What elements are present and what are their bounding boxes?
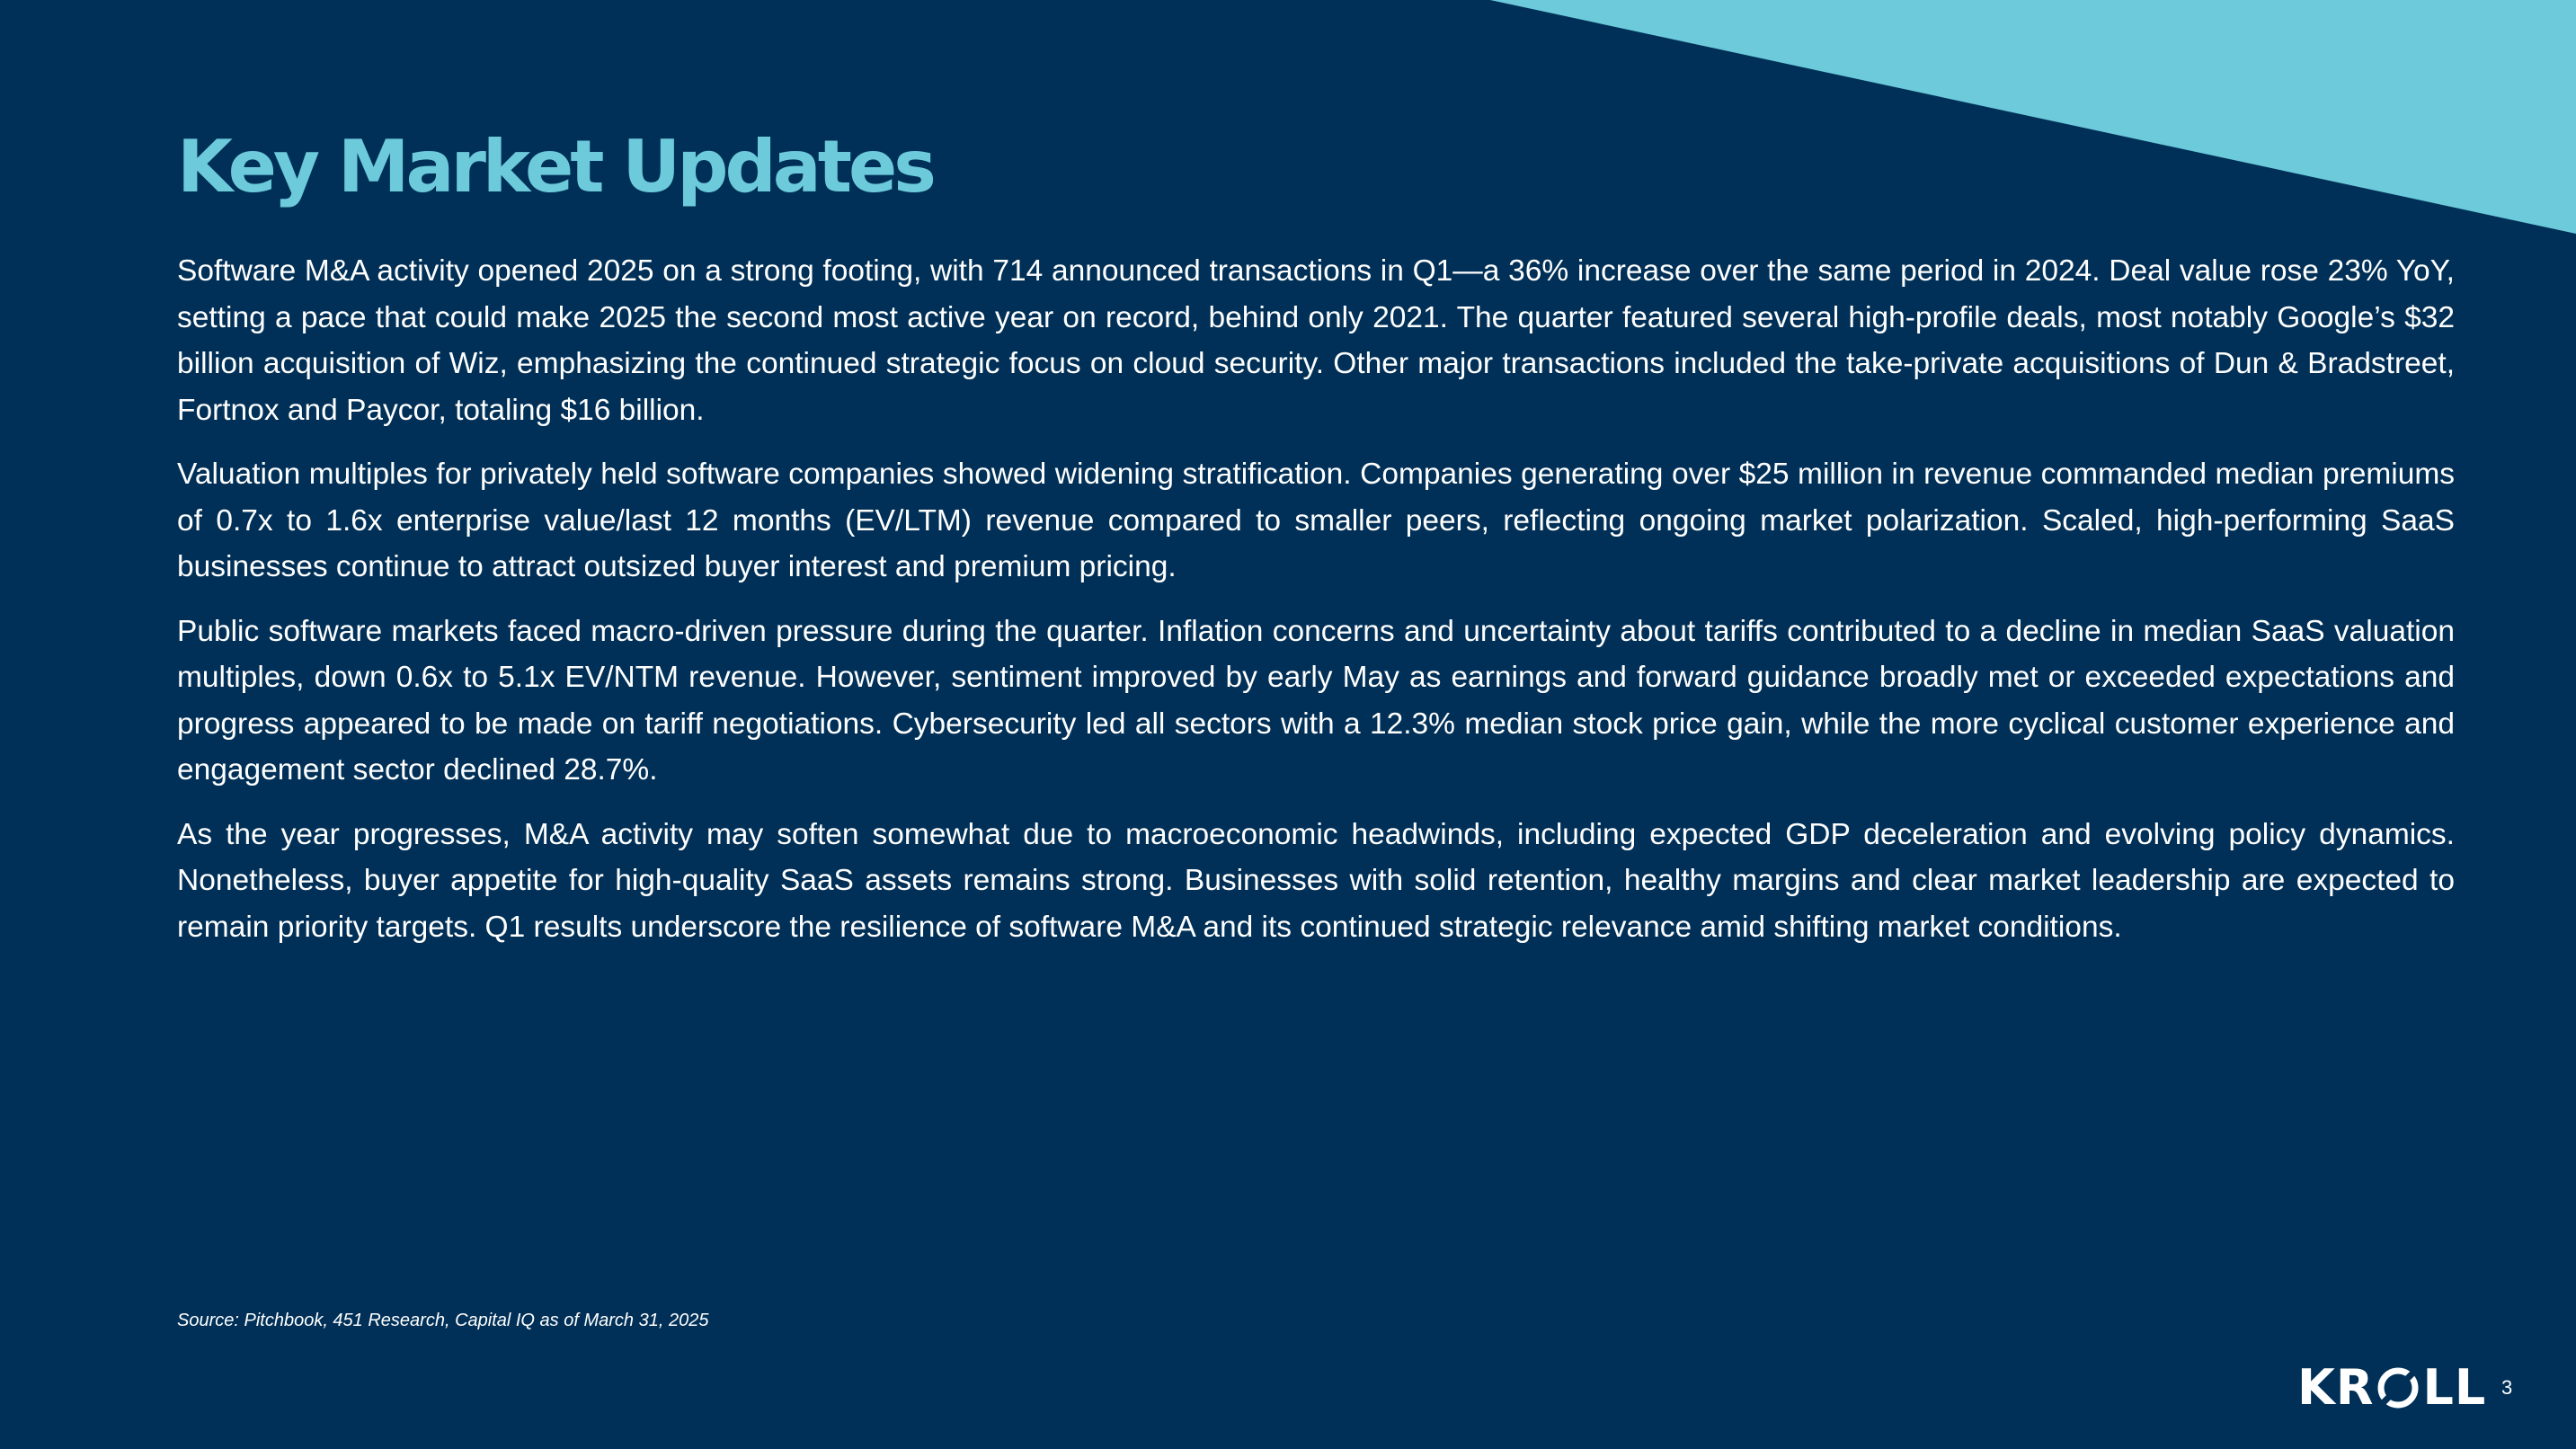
source-note: Source: Pitchbook, 451 Research, Capital IQ as of March 31, 2025 bbox=[177, 1311, 709, 1330]
logo-text-end: LL bbox=[2422, 1359, 2487, 1416]
paragraph-4: As the year progresses, M&A activity may soften somewhat due to macroeconomic headwinds, including expected GDP deceleration and evolving policy dynamics. Nonetheless, buyer appetite for high-quality SaaS assets remains strong. Businesses with solid retention, healthy margins and clear market leadership are expected to remain priority targets. Q1 results underscore the resilience of software M&A and its continued strategic relevance amid shifting market conditions. bbox=[177, 817, 2455, 944]
page-title: Key Market Updates bbox=[177, 125, 933, 209]
paragraph-1: Software M&A activity opened 2025 on a strong footing, with 714 announced transactions in Q1—a 36% increase over the same period in 2024. Deal value rose 23% YoY, setting a pace that could make 2025 the second most active year on record, behind only 2021. The quarter featured several high-profile deals, most notably Google’s $32 billion acquisition of Wiz, emphasizing the continued strategic focus on cloud security. Other major transactions included the take-private acquisitions of Dun & Bradstreet, Fortnox and Paycor, totaling $16 billion. bbox=[177, 254, 2455, 427]
paragraph-2: Valuation multiples for privately held software companies showed widening stratification. Companies generating over $25 million in revenue commanded median premiums of 0.7x to 1.6x enterprise value/last 12 months (EV/LTM) revenue compared to smaller peers, reflecting ongoing market polarization. Scaled, high-performing SaaS businesses continue to attract outsized buyer interest and premium pricing. bbox=[177, 458, 2455, 583]
page-number: 3 bbox=[2501, 1376, 2513, 1399]
kroll-logo bbox=[2297, 1361, 2486, 1415]
paragraph-3: Public software markets faced macro-driven pressure during the quarter. Inflation concerns and uncertainty about tariffs contributed to a decline in median SaaS valuation multiples, down 0.6x to 5.1x EV/NTM revenue. However, sentiment improved by early May as earnings and forward guidance broadly met or exceeded expectations and progress appeared to be made on tariff negotiations. Cybersecurity led all sectors with a 12.3% median stock price gain, while the more cyclical customer experience and engagement sector declined 28.7%. bbox=[177, 614, 2455, 787]
logo-text-start: KR bbox=[2297, 1359, 2375, 1416]
body-text bbox=[177, 248, 2455, 968]
logo-o-icon bbox=[2376, 1365, 2421, 1410]
